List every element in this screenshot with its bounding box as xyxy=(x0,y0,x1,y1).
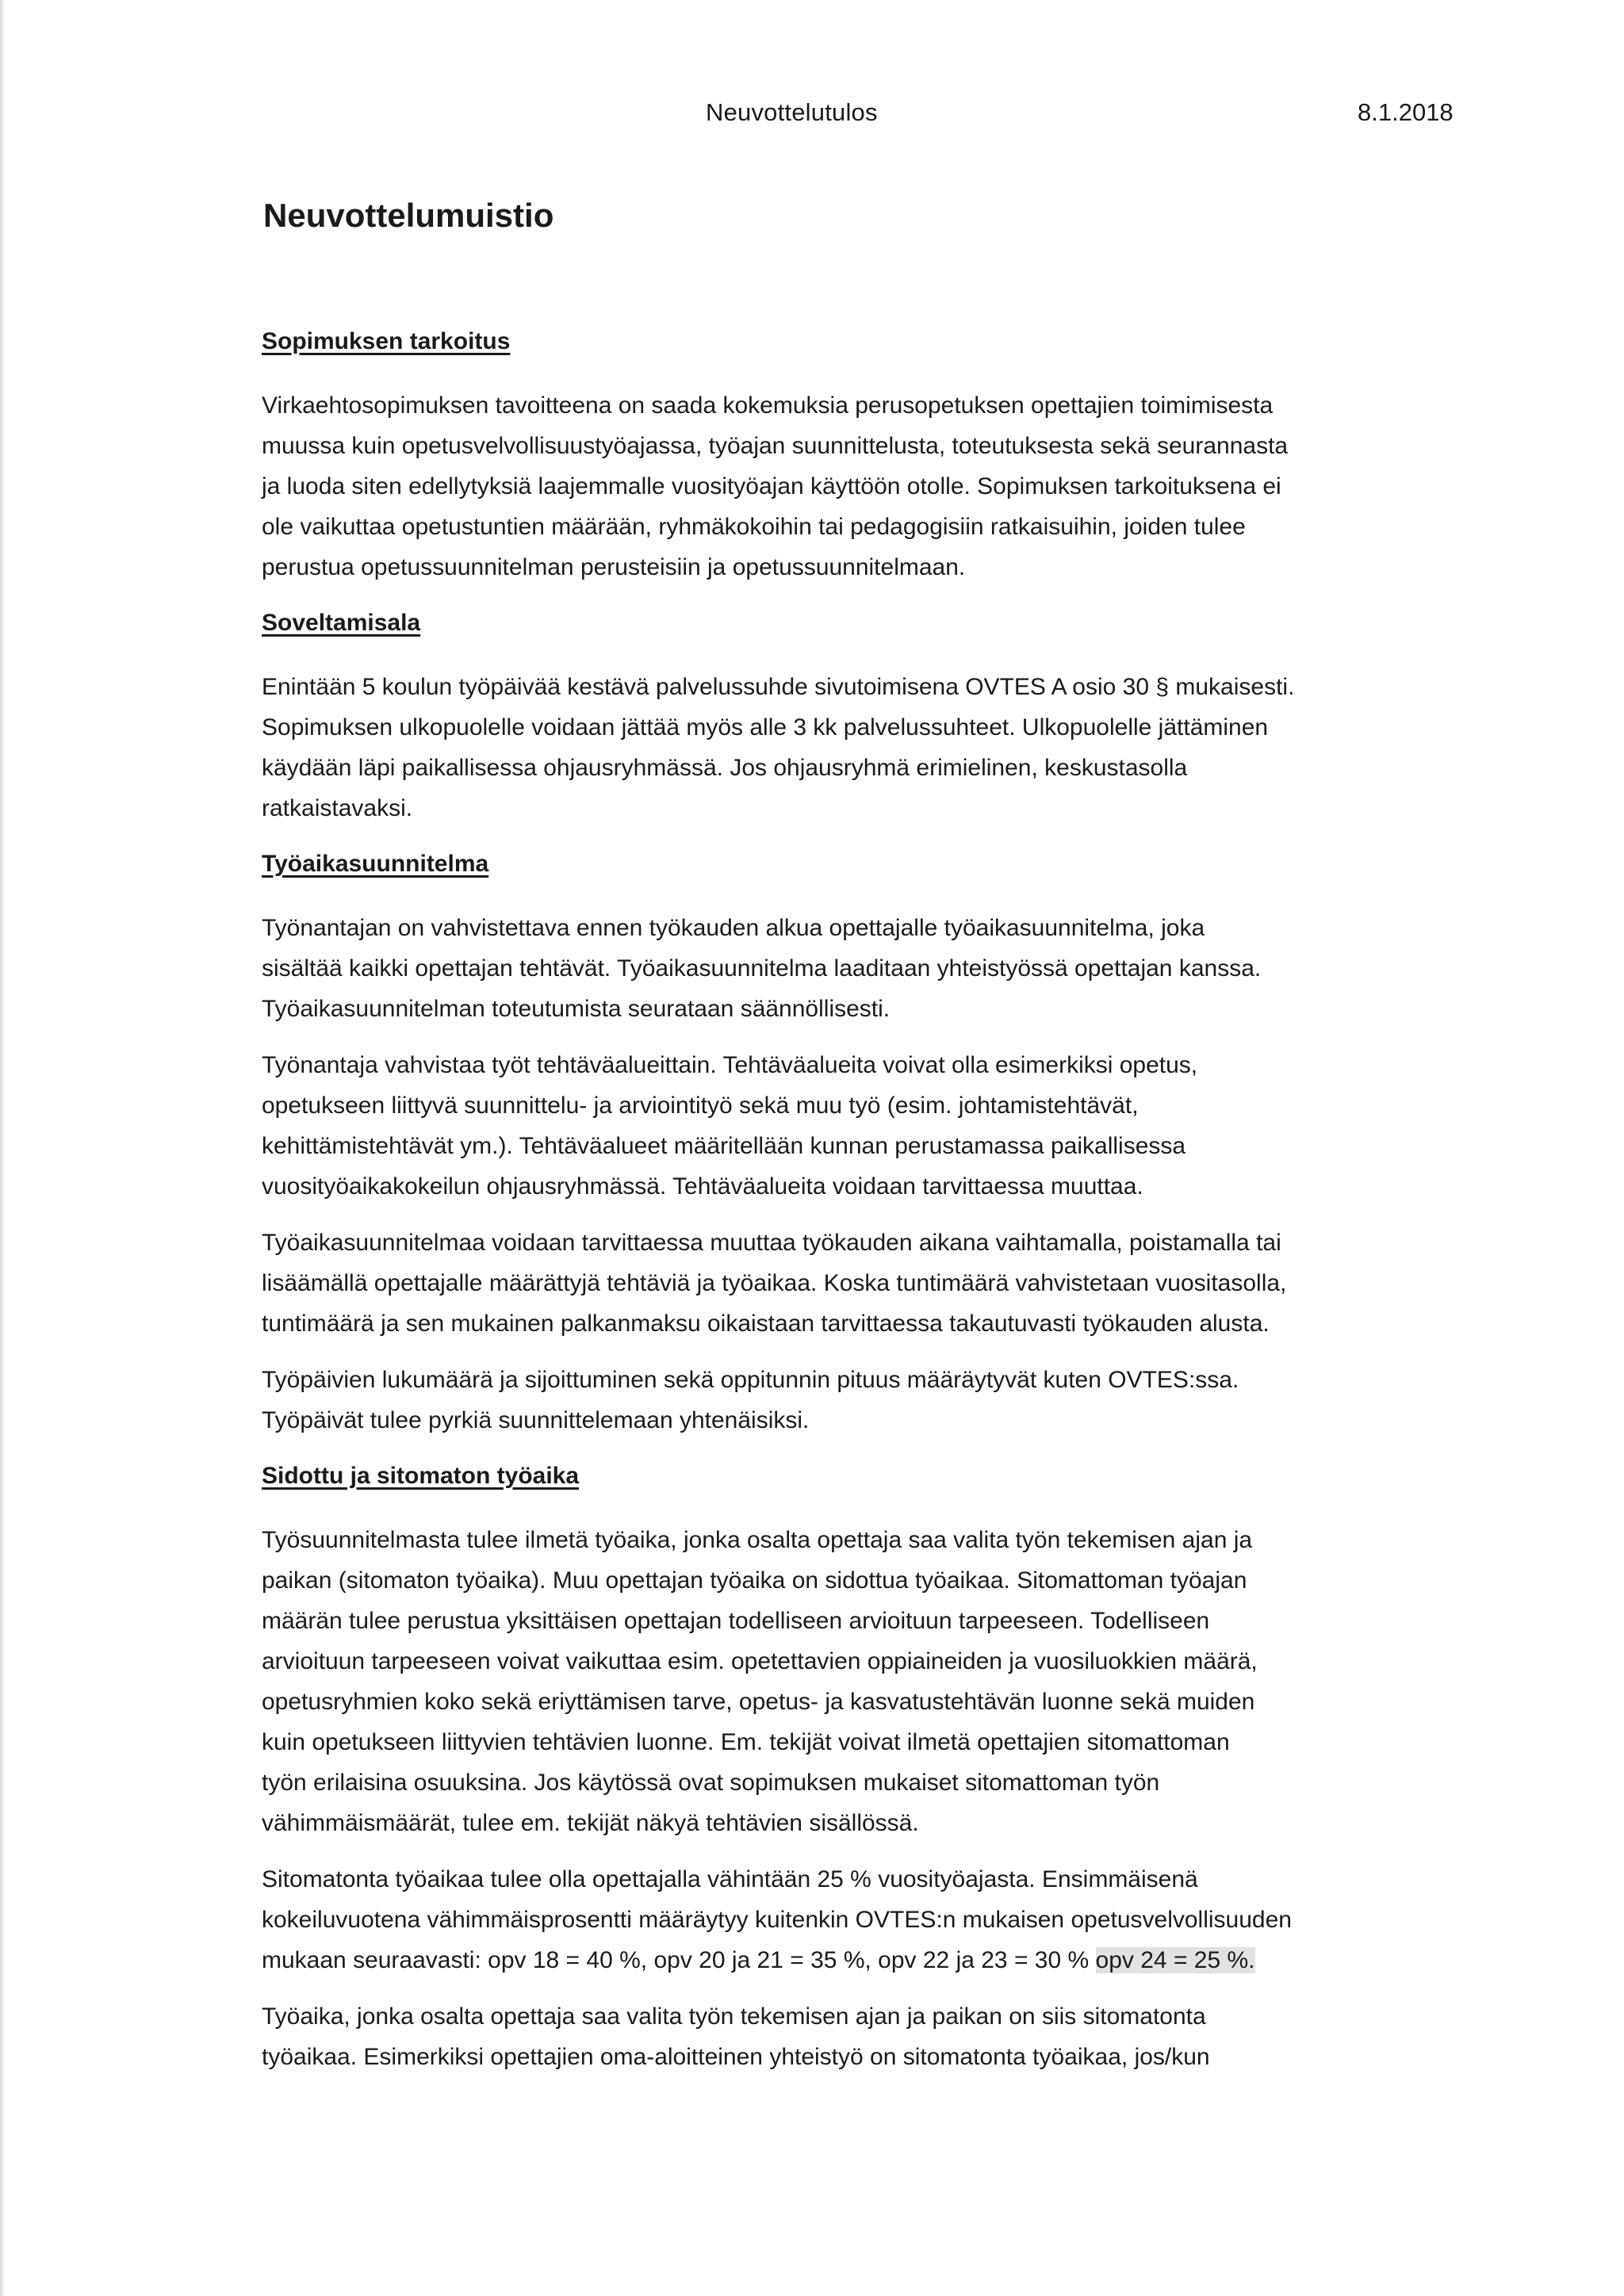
text-line: kokeiluvuotena vähimmäisprosentti määräytyy kuitenkin OVTES:n mukaisen opetusvelvollisuuden xyxy=(262,1907,1292,1933)
paragraph xyxy=(262,1996,1471,2077)
document-body xyxy=(262,322,1471,2093)
section-heading: Sopimuksen tarkoitus xyxy=(262,328,511,354)
paragraph xyxy=(262,1360,1471,1441)
text-line: Työpäivät tulee pyrkiä suunnittelemaan yhtenäisiksi. xyxy=(262,1407,810,1433)
text-line: ole vaikuttaa opetustuntien määrään, ryhmäkokoihin tai pedagogisiin ratkaisuihin, joiden tulee xyxy=(262,514,1246,540)
text-line: kuin opetukseen liittyvien tehtävien luonne. Em. tekijät voivat ilmetä opettajien sitomattoman xyxy=(262,1729,1230,1755)
highlighted-text: opv 24 = 25 %. xyxy=(1095,1947,1255,1973)
text-line: Työpäivien lukumäärä ja sijoittuminen sekä oppitunnin pituus määräytyvät kuten OVTES:ssa. xyxy=(262,1367,1239,1393)
text-line: Työsuunnitelmasta tulee ilmetä työaika, jonka osalta opettaja saa valita työn tekemisen ajan ja xyxy=(262,1527,1253,1553)
section-heading: Soveltamisala xyxy=(262,610,421,636)
text-line: ja luoda siten edellytyksiä laajemmalle vuosityöajan käyttöön otolle. Sopimuksen tarkoituksena ei xyxy=(262,473,1281,499)
section-tyoaikasuunnitelma xyxy=(262,844,1471,1441)
text-line: Työaika, jonka osalta opettaja saa valita työn tekemisen ajan ja paikan on siis sitomatonta xyxy=(262,2003,1206,2030)
document-title: Neuvottelumuistio xyxy=(263,197,554,234)
section-sidottu-sitomaton xyxy=(262,1456,1471,2077)
text-line: Enintään 5 koulun työpäivää kestävä palvelussuhde sivutoimisena OVTES A osio 30 § mukaisesti. xyxy=(262,674,1295,700)
paragraph xyxy=(262,385,1471,587)
text-line: työn erilaisina osuuksina. Jos käytössä ovat sopimuksen mukaiset sitomattoman työn xyxy=(262,1770,1160,1796)
section-heading: Sidottu ja sitomaton työaika xyxy=(262,1463,580,1489)
text-line: käydään läpi paikallisessa ohjausryhmässä. Jos ohjausryhmä erimielinen, keskustasolla xyxy=(262,755,1188,781)
paragraph xyxy=(262,1223,1471,1344)
text-line xyxy=(262,1940,1471,1980)
text-line: lisäämällä opettajalle määrättyjä tehtäviä ja työaikaa. Koska tuntimäärä vahvistetaan vuositasolla, xyxy=(262,1270,1287,1296)
scan-edge-shadow xyxy=(0,0,5,2296)
text-fragment: mukaan seuraavasti: opv 18 = 40 %, opv 20 ja 21 = 35 %, opv 22 ja 23 = 30 % xyxy=(262,1947,1096,1973)
paragraph xyxy=(262,1045,1471,1207)
section-soveltamisala xyxy=(262,603,1471,828)
text-line: Virkaehtosopimuksen tavoitteena on saada kokemuksia perusopetuksen opettajien toimimisesta xyxy=(262,392,1274,419)
section-heading: Työaikasuunnitelma xyxy=(262,851,489,877)
text-line: vuosityöaikakokeilun ohjausryhmässä. Tehtäväalueita voidaan tarvittaessa muuttaa. xyxy=(262,1173,1143,1200)
text-line: kehittämistehtävät ym.). Tehtäväalueet määritellään kunnan perustamassa paikallisessa xyxy=(262,1133,1186,1159)
text-line: muussa kuin opetusvelvollisuustyöajassa, työajan suunnittelusta, toteutuksesta sekä seurannasta xyxy=(262,433,1289,459)
text-line: paikan (sitomaton työaika). Muu opettajan työaika on sidottua työaikaa. Sitomattoman työajan xyxy=(262,1567,1247,1594)
text-line: Työnantaja vahvistaa työt tehtäväalueittain. Tehtäväalueita voivat olla esimerkiksi opetus, xyxy=(262,1052,1198,1078)
header-date: 8.1.2018 xyxy=(1358,98,1454,126)
text-line: Työaikasuunnitelmaa voidaan tarvittaessa muuttaa työkauden aikana vaihtamalla, poistamalla tai xyxy=(262,1230,1281,1256)
text-line: ratkaistavaksi. xyxy=(262,795,413,821)
header-title: Neuvottelutulos xyxy=(706,98,878,126)
text-line: Sitomatonta työaikaa tulee olla opettajalla vähintään 25 % vuosityöajasta. Ensimmäisenä xyxy=(262,1866,1198,1892)
text-line: vähimmäismäärät, tulee em. tekijät näkyä tehtävien sisällössä. xyxy=(262,1810,919,1836)
text-line: perustua opetussuunnitelman perusteisiin ja opetussuunnitelmaan. xyxy=(262,554,966,580)
text-line: opetukseen liittyvä suunnittelu- ja arviointityö sekä muu työ (esim. johtamistehtävät, xyxy=(262,1093,1139,1119)
paragraph xyxy=(262,1859,1471,1980)
section-tarkoitus xyxy=(262,322,1471,587)
text-line: Työaikasuunnitelman toteutumista seurataan säännöllisesti. xyxy=(262,996,891,1022)
text-line: opetusryhmien koko sekä eriyttämisen tarve, opetus- ja kasvatustehtävän luonne sekä muiden xyxy=(262,1689,1255,1715)
text-line: työaikaa. Esimerkiksi opettajien oma-aloitteinen yhteistyö on sitomatonta työaikaa, jos/kun xyxy=(262,2044,1210,2070)
text-line: Sopimuksen ulkopuolelle voidaan jättää myös alle 3 kk palvelussuhteet. Ulkopuolelle jättäminen xyxy=(262,714,1269,740)
paragraph xyxy=(262,667,1471,828)
text-line: arvioituun tarpeeseen voivat vaikuttaa esim. opetettavien oppiaineiden ja vuosiluokkien määrä, xyxy=(262,1648,1258,1674)
text-line: sisältää kaikki opettajan tehtävät. Työaikasuunnitelma laaditaan yhteistyössä opettajan kanssa. xyxy=(262,955,1262,982)
paragraph xyxy=(262,1520,1471,1843)
text-line: Työnantajan on vahvistettava ennen työkauden alkua opettajalle työaikasuunnitelma, joka xyxy=(262,915,1205,941)
text-line: määrän tulee perustua yksittäisen opettajan todelliseen arvioituun tarpeeseen. Todelliseen xyxy=(262,1608,1210,1634)
paragraph xyxy=(262,908,1471,1029)
text-line: tuntimäärä ja sen mukainen palkanmaksu oikaistaan tarvittaessa takautuvasti työkauden alusta. xyxy=(262,1311,1270,1337)
